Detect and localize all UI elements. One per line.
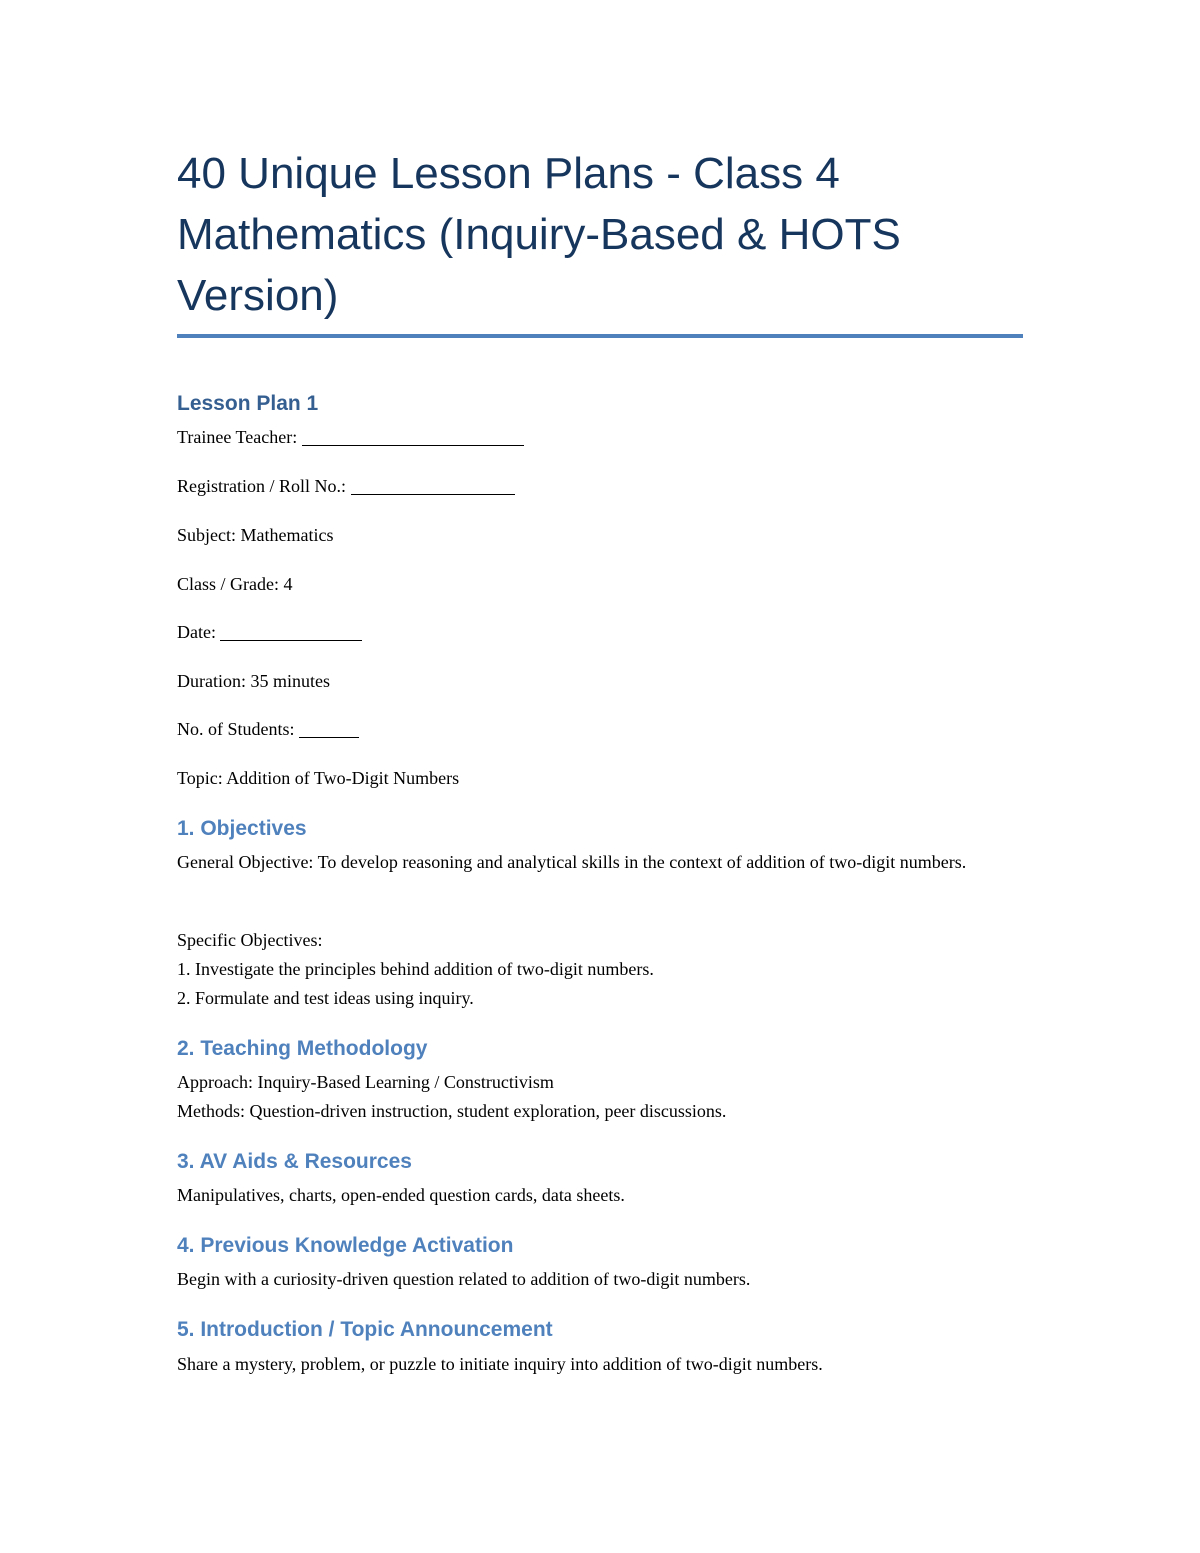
previous-knowledge-heading: 4. Previous Knowledge Activation (177, 1234, 514, 1257)
subject-field: Subject: Mathematics (177, 525, 334, 545)
topic-field: Topic: Addition of Two-Digit Numbers (177, 768, 460, 788)
methodology-methods: Methods: Question-driven instruction, student exploration, peer discussions. (177, 1101, 727, 1121)
students-label: No. of Students: (177, 719, 295, 739)
methodology-heading: 2. Teaching Methodology (177, 1037, 428, 1060)
students-field (177, 716, 359, 742)
class-grade-field: Class / Grade: 4 (177, 574, 293, 594)
av-aids-text: Manipulatives, charts, open-ended question cards, data sheets. (177, 1185, 625, 1205)
duration-field: Duration: 35 minutes (177, 671, 330, 691)
av-aids-heading: 3. AV Aids & Resources (177, 1150, 412, 1173)
registration-label: Registration / Roll No.: (177, 476, 346, 496)
objectives-heading: 1. Objectives (177, 817, 307, 840)
registration-field (177, 473, 515, 499)
lesson-plan-heading: Lesson Plan 1 (177, 392, 319, 415)
introduction-text: Share a mystery, problem, or puzzle to initiate inquiry into addition of two-digit numbers. (177, 1354, 823, 1374)
introduction-heading: 5. Introduction / Topic Announcement (177, 1318, 553, 1341)
specific-objective-item: 2. Formulate and test ideas using inquiry. (177, 988, 474, 1008)
title-divider (177, 334, 1023, 338)
trainee-teacher-field (177, 424, 524, 450)
specific-objectives-label: Specific Objectives: (177, 930, 323, 950)
trainee-teacher-blank[interactable] (302, 427, 524, 446)
general-objective: General Objective: To develop reasoning and analytical skills in the context of addition of two-digit numbers. (177, 852, 967, 872)
specific-objective-item: 1. Investigate the principles behind addition of two-digit numbers. (177, 959, 654, 979)
document-title: 40 Unique Lesson Plans - Class 4 Mathematics (Inquiry-Based & HOTS Version) (177, 149, 901, 320)
previous-knowledge-text: Begin with a curiosity-driven question related to addition of two-digit numbers. (177, 1269, 751, 1289)
students-blank[interactable] (299, 719, 359, 738)
date-blank[interactable] (220, 622, 362, 641)
date-field (177, 619, 362, 645)
date-label: Date: (177, 622, 216, 642)
registration-blank[interactable] (351, 476, 515, 495)
trainee-teacher-label: Trainee Teacher: (177, 427, 298, 447)
methodology-approach: Approach: Inquiry-Based Learning / Constructivism (177, 1072, 554, 1092)
